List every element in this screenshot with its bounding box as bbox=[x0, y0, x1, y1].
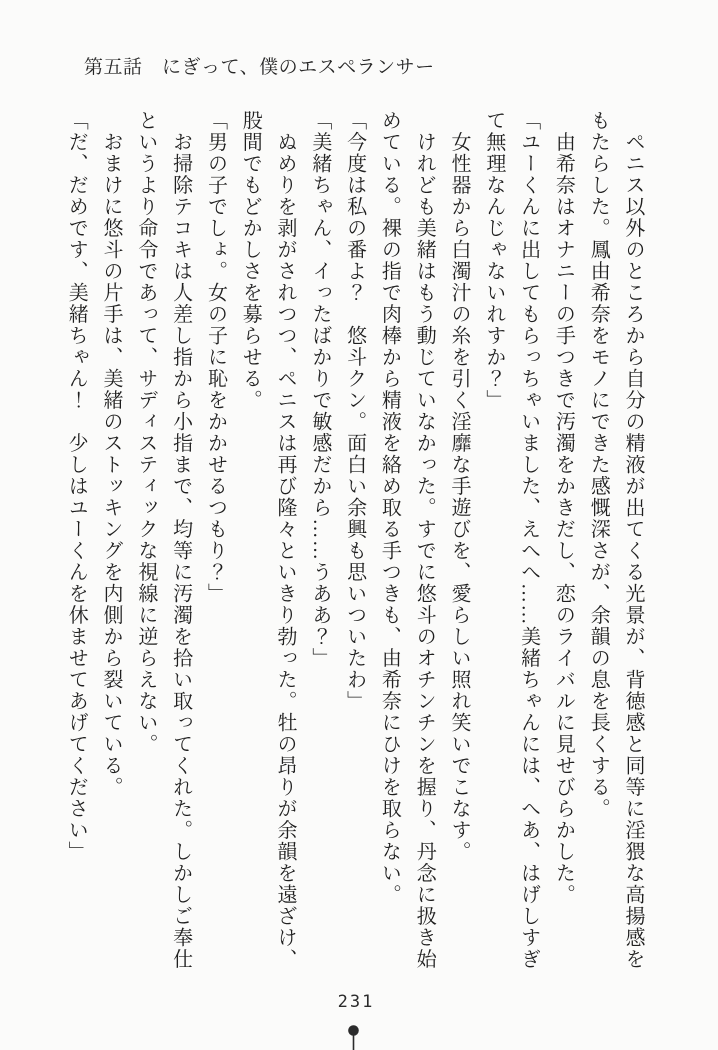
chapter-header: 第五話 にぎって、僕のエスペランサー bbox=[84, 57, 435, 78]
paragraph: けれども美緒はもう動じていなかった。すでに悠斗のオチンチンを握り、丹念に扱き始めている。裸の指で肉棒から精液を絡め取る手つきも、由希奈にひけを取らない。 bbox=[378, 110, 436, 970]
paragraph: ぬめりを剥がされつつ、ペニスは再び隆々といきり勃った。牡の昂りが余韻を遠ざけ、股間でもどかしさを募らせる。 bbox=[239, 110, 297, 970]
paragraph: ペニス以外のところから自分の精液が出てくる光景が、背徳感と同等に淫猥な高揚感をもたらした。鳳由希奈をモノにできた感慨深さが、余韻の息を長くする。 bbox=[587, 110, 644, 970]
paragraph: 「男の子でしょ。女の子に恥をかかせるつもり？」 bbox=[204, 110, 227, 605]
paragraph: 由希奈はオナニーの手つきで汚濁をかきだし、恋のライバルに見せびらかした。 bbox=[552, 110, 575, 906]
paragraph: 「今度は私の番よ？ 悠斗クン。面白い余興も思いついたわ」 bbox=[343, 110, 366, 712]
text-block bbox=[58, 110, 650, 978]
paragraph: 女性器から白濁汁の糸を引く淫靡な手遊びを、愛らしい照れ笑いでこなす。 bbox=[448, 110, 471, 863]
binding-mark-icon bbox=[347, 1024, 360, 1050]
paragraph: おまけに悠斗の片手は、美緒のストッキングを内側から裂いている。 bbox=[100, 110, 123, 798]
page-number: 231 bbox=[337, 992, 375, 1012]
paragraph: 「だ、だめです、美緒ちゃん！ 少しはユーくんを休ませてあげてください」 bbox=[65, 110, 88, 863]
paragraph: 「ユーくんに出してもらっちゃいました、えへへ……美緒ちゃんには、へあ、はげしすぎて無理なんじゃないれすか？」 bbox=[482, 110, 540, 970]
paragraph: 「美緒ちゃん、イったばかりで敏感だから……うああ？」 bbox=[308, 110, 331, 669]
paragraph: お掃除テコキは人差し指から小指まで、均等に汚濁を拾い取ってくれた。しかしご奉仕というより命令であって、サディスティックな視線に逆らえない。 bbox=[134, 110, 192, 970]
